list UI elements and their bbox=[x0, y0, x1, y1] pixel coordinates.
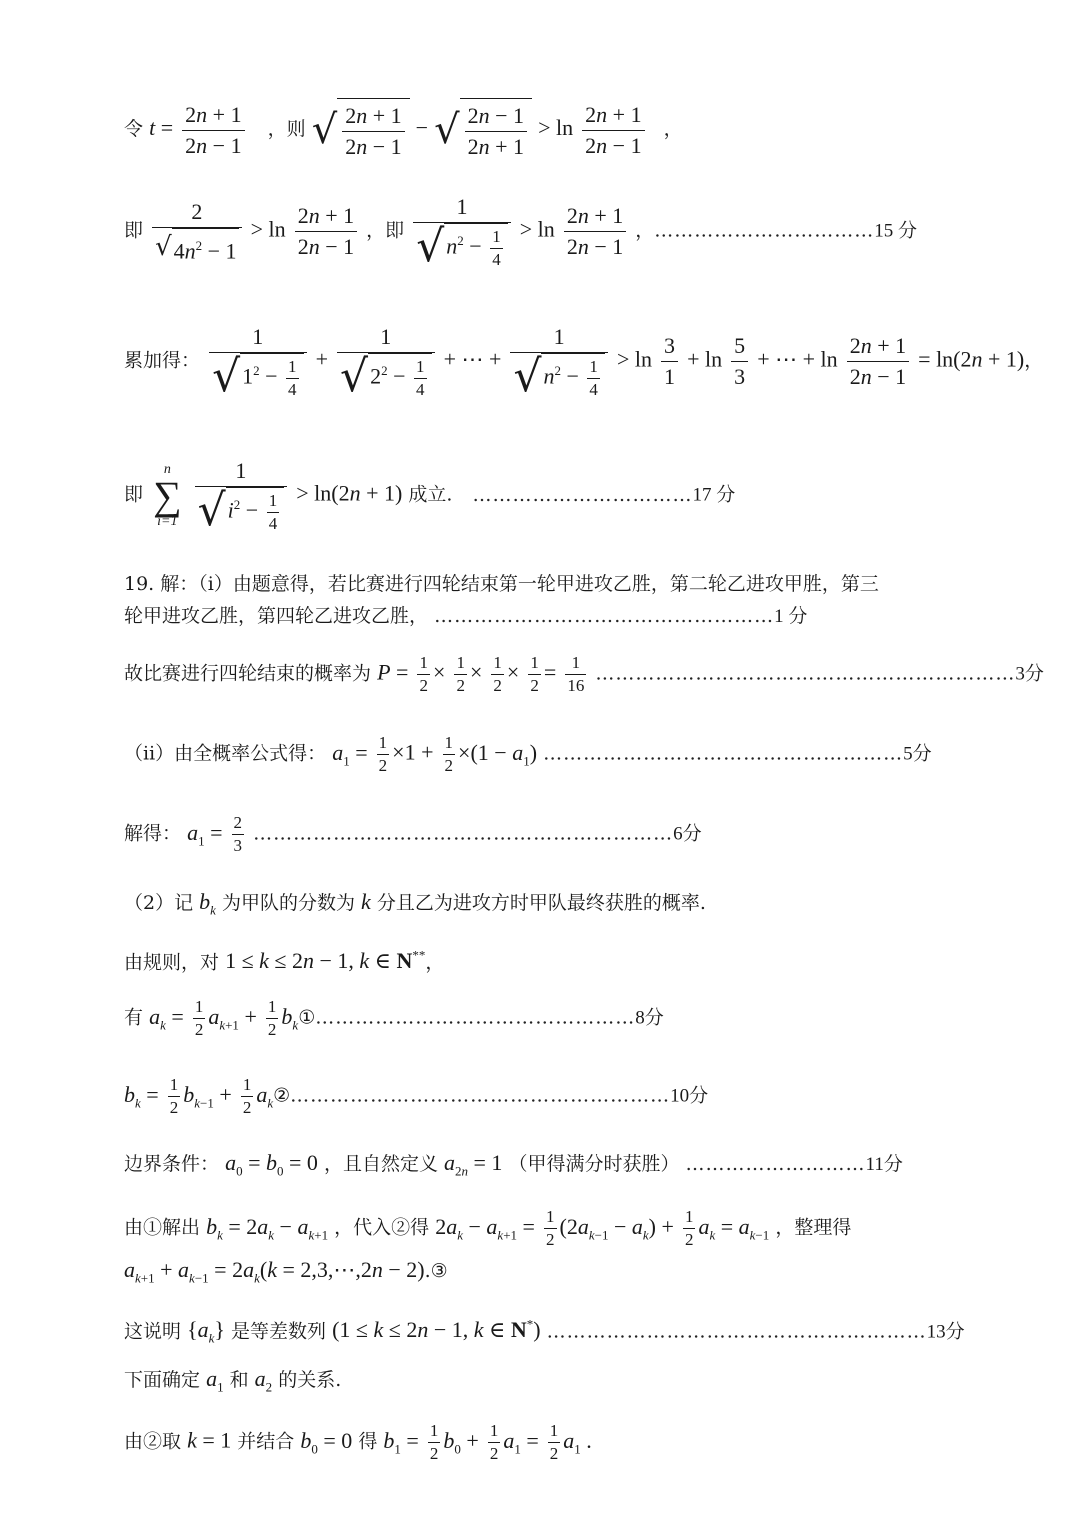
text: （ⅱ）由全概率公式得： bbox=[124, 742, 327, 765]
line-12: 有 $a_k$ = $\frac{1}{2}$ $a_{k+1}$ + $\frac{1}{2}$ $b_k①\dots\dots\dots\dots\dots\dots\dots\dots\dots\dots\dots\dots\dots\dots\dots\dots 8$分 bbox=[124, 997, 664, 1039]
score-mark: 6分 bbox=[673, 823, 702, 845]
leader-dots: ……………………………………………………… bbox=[595, 662, 1016, 685]
score-mark: 15 分 bbox=[874, 220, 918, 242]
score-mark: 11分 bbox=[865, 1154, 903, 1175]
line-2: 即 $\frac{2}{√4n^2 - 1}$ > ln $\frac{2n + 1}{2n - 1}$ ，即 1 $√n^2$ − $\frac{1}{4}$ > ln $\frac{2n + 1}{2n - 1}$ ，……………………………15 分 bbox=[124, 194, 918, 272]
leader-dots: …………………………… bbox=[654, 219, 875, 242]
text: 轮甲进攻乙胜，第四轮乙进攻乙胜， bbox=[124, 605, 429, 627]
line-11: 由规则，对 1 ≤ k ≤ 2n − 1, k ∈ N**， bbox=[124, 948, 445, 974]
line-14: 边界条件： $a_0 = b_0 = 0$ ，且自然定义 $a_{2n} = 1$ （甲得满分时获胜） ………………………11分 bbox=[124, 1150, 903, 1179]
sum-symbol: n ∑ i=1 bbox=[153, 461, 182, 529]
fraction: 1 $√2^2$ − $\frac{1}{4}$ bbox=[337, 322, 434, 401]
fraction: 1 $√1^2$ − $\frac{1}{4}$ bbox=[209, 322, 306, 401]
fraction: $\frac{2n + 1}{2n - 1}$ bbox=[582, 100, 644, 161]
line-18: 下面确定 $a_1$ 和 $a_2$ 的关系. bbox=[124, 1366, 342, 1395]
text: 19. 解：（ⅰ）由题意得，若比赛进行四轮结束第一轮甲进攻乙胜，第二轮乙进攻甲胜，第三 bbox=[124, 573, 879, 595]
text: 分且乙为进攻方时甲队最终获胜的概率. bbox=[376, 892, 706, 914]
fraction: 1 $√n^2$ − $\frac{1}{4}$ bbox=[413, 192, 510, 271]
sqrt: √ $\frac{2n + 1}{2n - 1}$ bbox=[312, 98, 410, 162]
text: 有 bbox=[124, 1006, 144, 1029]
text: 为甲队的分数为 bbox=[221, 892, 355, 914]
sqrt: √ $\frac{2n - 1}{2n + 1}$ bbox=[434, 98, 532, 162]
line-3: 累加得： 1 $√1^2$ − $\frac{1}{4}$ + 1 $√2^2$ − $\frac{1}{4}$ + ⋯ + 1 $√n^2$ − $\frac{1}{4}$ > ln $\frac{3}{1}$ + ln $\frac{5}{3}$ + ⋯ + ln $\frac{2n + 1}{2n - 1}$ = ln(2n + 1)， bbox=[124, 324, 1044, 402]
fraction: $\frac{2}{√4n^2 - 1}$ bbox=[152, 197, 242, 266]
fraction: $\frac{2n + 1}{2n - 1}$ bbox=[295, 201, 357, 262]
line-7: 故比赛进行四轮结束的概率为 P = $\frac{1}{2}$ × $\frac{1}{2}$ × $\frac{1}{2}$ × $\frac{1}{2}$ = $\frac{1}{16}$ ………………………………………………………3分 bbox=[124, 653, 1044, 695]
leader-dots: ……………………………………………… bbox=[543, 742, 904, 765]
line-19: 由②取 k = 1 并结合 $b_0 = 0$ 得 $b_1$ = $\frac{1}{2}$ $b_0$ + $\frac{1}{2}$ $a_1$ = $\frac{1}{2}$ $a_1$ . bbox=[124, 1421, 592, 1463]
text: ，且自然定义 bbox=[323, 1153, 438, 1175]
leader-dots: ……………………… bbox=[685, 1153, 866, 1175]
text: （2）记 bbox=[124, 892, 194, 914]
line-17: 这说明 $\{a_k\}$ 是等差数列 (1 ≤ k ≤ 2n − 1, k ∈ N*) …………………………………………………13分 bbox=[124, 1317, 965, 1346]
text: 累加得： bbox=[124, 349, 201, 372]
text: 令 bbox=[124, 118, 144, 140]
text: 即 bbox=[124, 483, 144, 506]
line-6 bbox=[124, 604, 807, 629]
text: 由①解出 bbox=[124, 1216, 201, 1239]
leader-dots: …………………………… bbox=[472, 483, 693, 506]
score-mark: 5分 bbox=[903, 743, 932, 765]
score-mark: 10分 bbox=[670, 1085, 709, 1107]
text: ， bbox=[663, 118, 683, 140]
text: 的关系. bbox=[278, 1369, 342, 1391]
leader-dots: ………………………………………………… bbox=[290, 1084, 671, 1107]
text: . bbox=[424, 1260, 431, 1282]
text: 边界条件： bbox=[124, 1153, 220, 1175]
score-mark: 13分 bbox=[926, 1321, 965, 1343]
text: 由②取 bbox=[124, 1430, 182, 1453]
text: ，即 bbox=[366, 219, 405, 242]
line-16: $a_{k+1} + a_{k-1} = 2a_k(k$ = 2,3,⋯,2n − 2).③ bbox=[124, 1257, 448, 1286]
fraction: $\frac{2n + 1}{2n - 1}$ bbox=[182, 100, 244, 161]
text: 下面确定 bbox=[124, 1369, 201, 1391]
score-mark: 3分 bbox=[1015, 663, 1044, 685]
text: 成立. bbox=[408, 483, 453, 506]
fraction: 1 $√i^2$ − $\frac{1}{4}$ bbox=[195, 456, 288, 535]
leader-dots: …………………………………………… bbox=[434, 605, 775, 627]
score-mark: 17 分 bbox=[692, 484, 736, 506]
text: ，整理得 bbox=[775, 1216, 852, 1239]
text: 即 bbox=[124, 219, 144, 242]
line-8: （ⅱ）由全概率公式得： $a_1$ = $\frac{1}{2}$ ×1 + $\frac{1}{2}$ $\times(1 - a_1)$ ………………………………………………5分 bbox=[124, 733, 932, 775]
text: ，则 bbox=[267, 118, 306, 140]
text: ， bbox=[1024, 349, 1044, 372]
line-4: 即 n ∑ i=1 1 $√i^2$ − $\frac{1}{4}$ > ln(2n + 1) 成立. ……………………………17 分 bbox=[124, 458, 736, 536]
text: 并结合 bbox=[237, 1430, 295, 1453]
fraction: 1 $√n^2$ − $\frac{1}{4}$ bbox=[510, 322, 607, 401]
text: 和 bbox=[229, 1369, 249, 1391]
text: 这说明 bbox=[124, 1320, 182, 1343]
line-13: $b_k$ = $\frac{1}{2}$ $b_{k-1}$ + $\frac{1}{2}$ $a_k②\dots\dots\dots\dots\dots\dots\dots\dots\dots\dots\dots\dots\dots\dots\dots\dots\dots\dots\dots 10$分 bbox=[124, 1075, 709, 1117]
text: ，代入②得 bbox=[334, 1216, 430, 1239]
score-mark: 1 分 bbox=[774, 606, 808, 627]
line-1: 令 t = $\frac{2n + 1}{2n - 1}$ ，则 √ $\frac{2n + 1}{2n - 1}$ − √ $\frac{2n - 1}{2n + 1}$ > ln $\frac{2n + 1}{2n - 1}$ ， bbox=[124, 98, 683, 162]
line-9: 解得： $a_1$ = $\frac{2}{3}$ ………………………………………………………6分 bbox=[124, 813, 702, 855]
leader-dots: ………………………………………………… bbox=[546, 1320, 927, 1343]
line-15: 由①解出 $b_k = 2a_k - a_{k+1}$ ，代入②得 $2a_k - a_{k+1}$ = $\frac{1}{2}$ $(2a_{k-1} - a_k)$ + $\frac{1}{2}$ $a_k = a_{k-1}$ ，整理得 bbox=[124, 1207, 852, 1249]
text: 得 bbox=[358, 1430, 378, 1453]
fraction: $\frac{2n + 1}{2n - 1}$ bbox=[564, 201, 626, 262]
text: 是等差数列 bbox=[231, 1320, 327, 1343]
score-mark: 8分 bbox=[635, 1007, 664, 1029]
text: 解得： bbox=[124, 822, 182, 845]
line-5 bbox=[124, 572, 879, 596]
text: （甲得满分时获胜） bbox=[508, 1153, 680, 1175]
text: 由规则，对 bbox=[124, 951, 220, 974]
line-10: （2）记 $b_k$ 为甲队的分数为 k 分且乙为进攻方时甲队最终获胜的概率. bbox=[124, 889, 706, 918]
leader-dots: ……………………………………………………… bbox=[253, 822, 674, 845]
text: 故比赛进行四轮结束的概率为 bbox=[124, 662, 372, 685]
leader-dots: ………………………………………… bbox=[315, 1006, 636, 1029]
